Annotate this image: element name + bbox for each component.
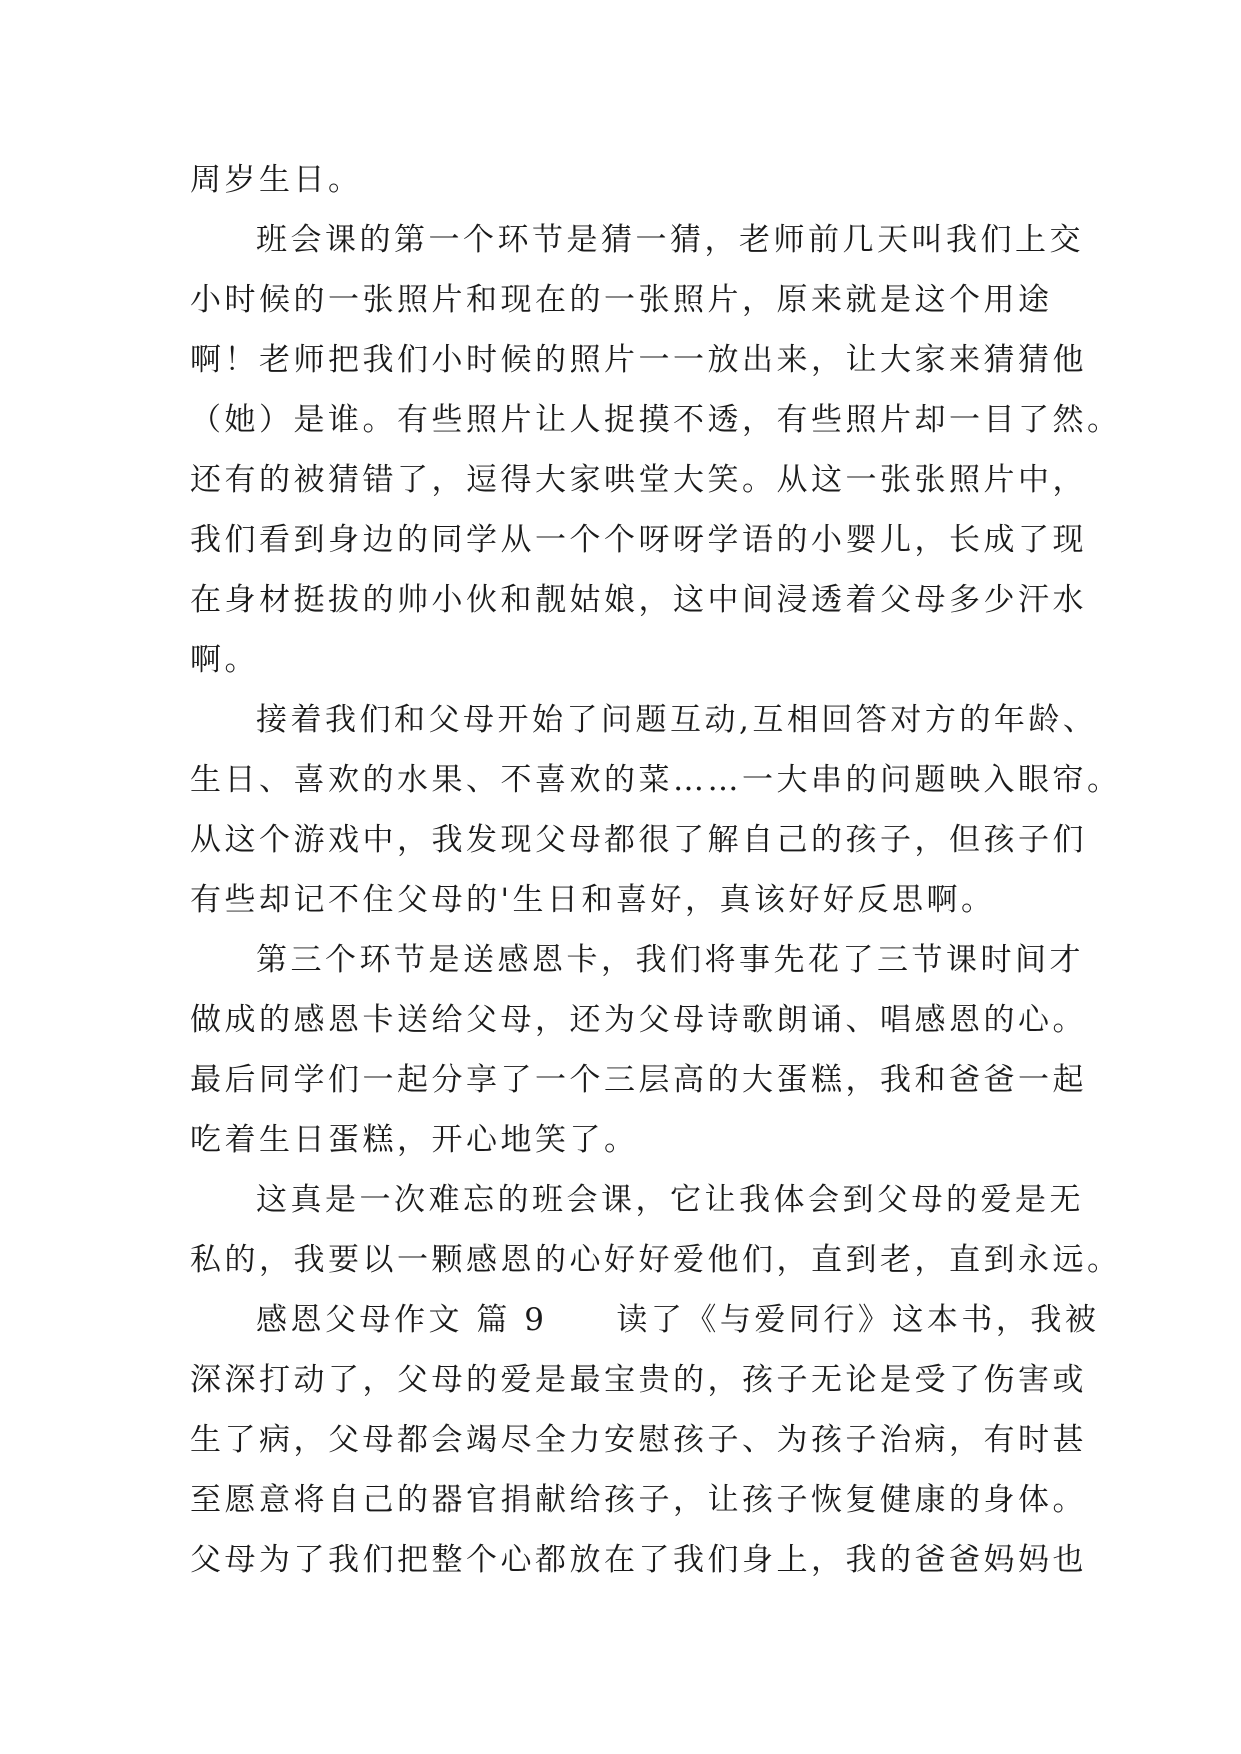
- text-line: 感恩父母作文 篇 9 读了《与爱同行》这本书，我被: [256, 1302, 1100, 1338]
- text-line: 私的，我要以一颗感恩的心好好爱他们，直到老，直到永远。: [190, 1242, 1122, 1278]
- text-line: 周岁生日。: [190, 162, 363, 198]
- text-line: 至愿意将自己的器官捐献给孩子，让孩子恢复健康的身体。: [190, 1482, 1087, 1518]
- text-line: 在身材挺拔的帅小伙和靓姑娘，这中间浸透着父母多少汗水: [190, 582, 1087, 618]
- text-line: 有些却记不住父母的'生日和喜好，真该好好反思啊。: [190, 882, 996, 918]
- text-line: 我们看到身边的同学从一个个呀呀学语的小婴儿，长成了现: [190, 522, 1087, 558]
- text-line: 从这个游戏中，我发现父母都很了解自己的孩子，但孩子们: [190, 822, 1087, 858]
- text-line: 小时候的一张照片和现在的一张照片，原来就是这个用途: [190, 282, 1053, 318]
- text-line: 这真是一次难忘的班会课，它让我体会到父母的爱是无: [256, 1182, 1084, 1218]
- text-line: 班会课的第一个环节是猜一猜，老师前几天叫我们上交: [256, 222, 1084, 258]
- text-line: 最后同学们一起分享了一个三层高的大蛋糕，我和爸爸一起: [190, 1062, 1087, 1098]
- text-line: 做成的感恩卡送给父母，还为父母诗歌朗诵、唱感恩的心。: [190, 1002, 1087, 1038]
- text-line: 父母为了我们把整个心都放在了我们身上，我的爸爸妈妈也: [190, 1542, 1087, 1578]
- text-line: 吃着生日蛋糕，开心地笑了。: [190, 1122, 639, 1158]
- text-line: 接着我们和父母开始了问题互动,互相回答对方的年龄、: [256, 702, 1098, 738]
- document-body: [190, 150, 1122, 1590]
- text-line: 啊！老师把我们小时候的照片一一放出来，让大家来猜猜他: [190, 342, 1087, 378]
- text-line: （她）是谁。有些照片让人捉摸不透，有些照片却一目了然。: [190, 402, 1122, 438]
- text-line: 还有的被猜错了，逗得大家哄堂大笑。从这一张张照片中，: [190, 462, 1087, 498]
- text-line: 第三个环节是送感恩卡，我们将事先花了三节课时间才: [256, 942, 1084, 978]
- text-line: 啊。: [190, 642, 259, 678]
- text-line: 生日、喜欢的水果、不喜欢的菜……一大串的问题映入眼帘。: [190, 762, 1122, 798]
- text-line: 深深打动了，父母的爱是最宝贵的，孩子无论是受了伤害或: [190, 1362, 1087, 1398]
- text-line: 生了病，父母都会竭尽全力安慰孩子、为孩子治病，有时甚: [190, 1422, 1087, 1458]
